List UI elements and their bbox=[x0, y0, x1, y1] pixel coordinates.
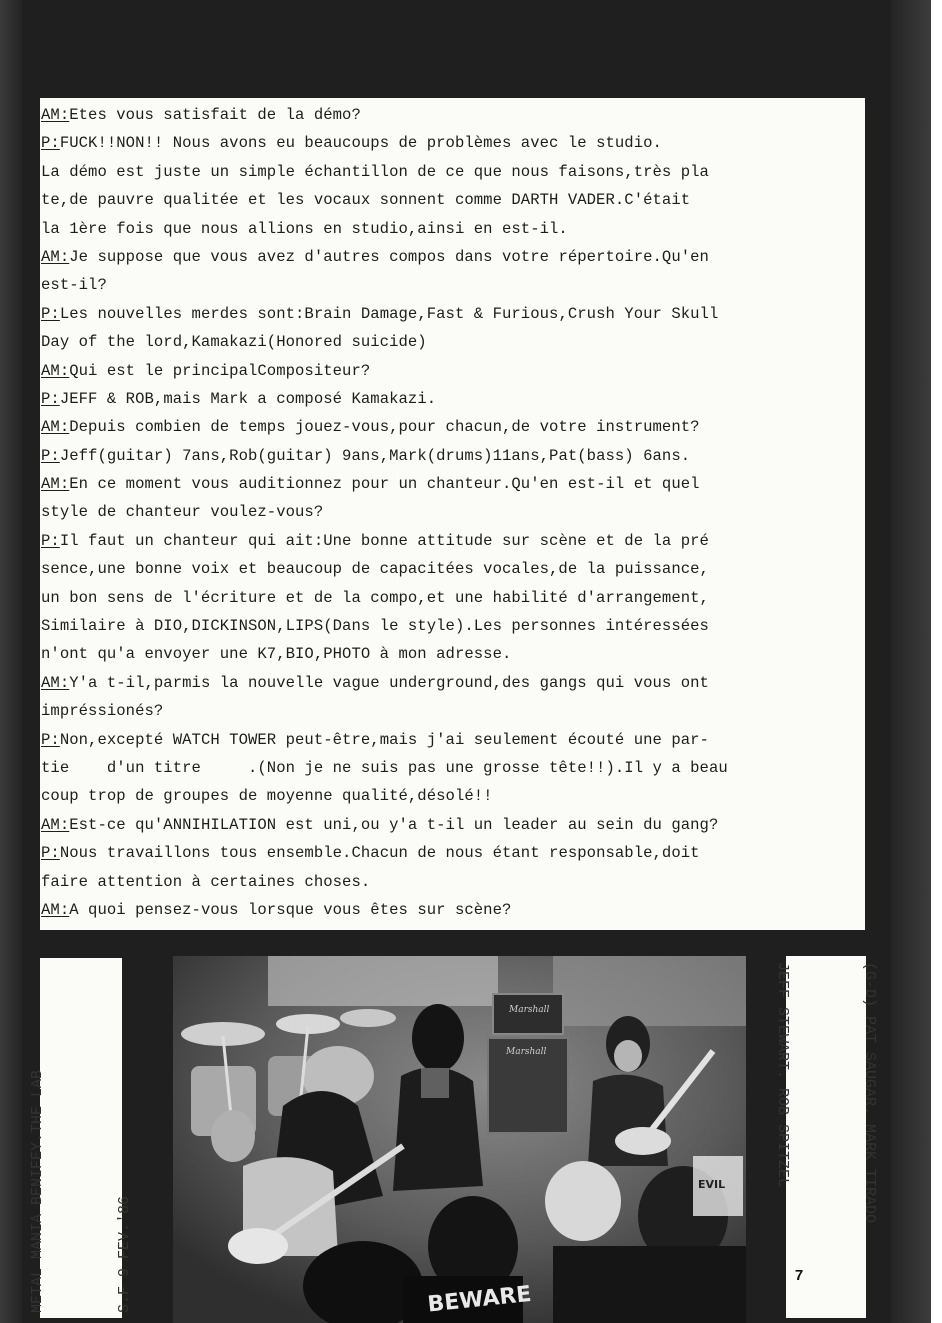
line-text: est-il? bbox=[41, 276, 107, 295]
line-text: tie d'un titre .(Non je ne suis pas une grosse tête!!).Il y a beau bbox=[41, 758, 728, 777]
speaker-label: P: bbox=[41, 531, 60, 550]
interview-line bbox=[40, 584, 865, 612]
amp-brand-top: Marshall bbox=[509, 1005, 550, 1015]
line-text: Est-ce qu'ANNIHILATION est uni,ou y'a t-il un leader au sein du gang? bbox=[69, 815, 719, 834]
interview-line bbox=[40, 555, 865, 583]
interview-line bbox=[40, 498, 865, 526]
interview-line bbox=[40, 839, 865, 867]
speaker-label: P: bbox=[41, 446, 60, 465]
interview-line bbox=[40, 215, 865, 243]
interview-line bbox=[40, 868, 865, 896]
speaker-label: AM: bbox=[41, 815, 70, 834]
left-photo-caption bbox=[29, 958, 133, 1318]
interview-line bbox=[40, 271, 865, 299]
speaker-label: P: bbox=[41, 730, 60, 749]
line-text: Y'a t-il,parmis la nouvelle vague underground,des gangs qui vous ont bbox=[69, 673, 709, 692]
interview-text-block bbox=[40, 98, 865, 930]
line-text: Je suppose que vous avez d'autres compos dans votre répertoire.Qu'en bbox=[69, 247, 709, 266]
line-text: Etes vous satisfait de la démo? bbox=[69, 106, 361, 124]
line-text: la 1ère fois que nous allions en studio,ainsi en est-il. bbox=[41, 219, 568, 238]
line-text: impréssionés? bbox=[41, 702, 164, 721]
interview-line bbox=[40, 357, 865, 385]
line-text: coup trop de groupes de moyenne qualité,désolé!! bbox=[41, 787, 493, 806]
line-text: sence,une bonne voix et beaucoup de capacitées vocales,de la puissance, bbox=[41, 560, 709, 579]
speaker-label: AM: bbox=[41, 247, 70, 266]
speaker-label: P: bbox=[41, 304, 60, 323]
line-text: En ce moment vous auditionnez pour un chanteur.Qu'en est-il et quel bbox=[69, 475, 700, 494]
caption-right-line-2: JEFF STEWART. ROB SPITZEL bbox=[774, 962, 791, 1188]
interview-line bbox=[40, 158, 865, 186]
interview-line bbox=[40, 640, 865, 668]
line-text: JEFF & ROB,mais Mark a composé Kamakazi. bbox=[59, 389, 437, 408]
line-text: Jeff(guitar) 7ans,Rob(guitar) 9ans,Mark(drums)11ans,Pat(bass) 6ans. bbox=[59, 446, 691, 465]
line-text: La démo est juste un simple échantillon de ce que nous faisons,très pla bbox=[41, 162, 709, 181]
interview-line bbox=[40, 811, 865, 839]
interview-line bbox=[40, 442, 865, 470]
speaker-label: AM: bbox=[41, 418, 70, 437]
line-text: Il faut un chanteur qui ait:Une bonne attitude sur scène et de la pré bbox=[59, 531, 709, 550]
line-text: Depuis combien de temps jouez-vous,pour chacun,de votre instrument? bbox=[69, 418, 700, 437]
speaker-label: P: bbox=[41, 134, 60, 153]
interview-line bbox=[40, 300, 865, 328]
caption-left-line-1: METAL MANIA BENIFEY.THE LAB bbox=[29, 1069, 46, 1313]
speaker-label: AM: bbox=[41, 673, 70, 692]
speaker-label: AM: bbox=[41, 361, 70, 380]
line-text: Day of the lord,Kamakazi(Honored suicide) bbox=[41, 333, 427, 352]
caption-right-line-1: (G-D) PAT SAUGAR. MARK TIRADO bbox=[861, 962, 878, 1224]
line-text: Non,excepté WATCH TOWER peut-être,mais j'ai seulement écouté une par- bbox=[59, 730, 709, 749]
line-text: Similaire à DIO,DICKINSON,LIPS(Dans le style).Les personnes intéressées bbox=[41, 617, 709, 636]
interview-line bbox=[40, 243, 865, 271]
interview-line bbox=[40, 186, 865, 214]
speaker-label: P: bbox=[41, 389, 60, 408]
line-text: FUCK!!NON!! Nous avons eu beaucoups de problèmes avec le studio. bbox=[59, 134, 662, 153]
interview-line bbox=[40, 527, 865, 555]
line-text: un bon sens de l'écriture et de la compo,et une habilité d'arrangement, bbox=[41, 588, 709, 607]
interview-lines bbox=[40, 101, 865, 924]
line-text: te,de pauvre qualitée et les vocaux sonnent comme DARTH VADER.C'était bbox=[41, 191, 691, 210]
concert-photo-illustration bbox=[173, 956, 746, 1323]
interview-line bbox=[40, 754, 865, 782]
interview-line bbox=[40, 129, 865, 157]
interview-line bbox=[40, 385, 865, 413]
line-text: n'ont qu'a envoyer une K7,BIO,PHOTO à mon adresse. bbox=[41, 645, 512, 664]
speaker-label: AM: bbox=[41, 900, 70, 919]
amp-brand-bottom: Marshall bbox=[506, 1047, 547, 1057]
interview-line bbox=[40, 896, 865, 924]
interview-line bbox=[40, 328, 865, 356]
line-text: faire attention à certaines choses. bbox=[41, 872, 371, 891]
amplifier-stack bbox=[488, 994, 568, 1133]
interview-line bbox=[40, 101, 865, 129]
concert-photo bbox=[173, 956, 746, 1323]
interview-line bbox=[40, 669, 865, 697]
caption-left-line-2: S.F 9 FEV.'86 bbox=[116, 1195, 133, 1313]
speaker-label: AM: bbox=[41, 475, 70, 494]
line-text: style de chanteur voulez-vous? bbox=[41, 503, 324, 522]
line-text: Qui est le principalCompositeur? bbox=[69, 361, 371, 380]
speaker-label: AM: bbox=[41, 106, 70, 124]
shirt-text-evil: EVIL bbox=[698, 1178, 726, 1191]
shirt-text-beware: BEWARE bbox=[426, 1281, 533, 1318]
interview-line bbox=[40, 782, 865, 810]
interview-line bbox=[40, 726, 865, 754]
interview-line bbox=[40, 470, 865, 498]
page-number: 7 bbox=[790, 1264, 808, 1288]
line-text: Nous travaillons tous ensemble.Chacun de nous étant responsable,doit bbox=[59, 844, 700, 863]
interview-line bbox=[40, 697, 865, 725]
line-text: Les nouvelles merdes sont:Brain Damage,Fast & Furious,Crush Your Skull bbox=[59, 304, 719, 323]
line-text: A quoi pensez-vous lorsque vous êtes sur scène? bbox=[69, 900, 512, 919]
interview-line bbox=[40, 413, 865, 441]
speaker-label: P: bbox=[41, 844, 60, 863]
interview-line bbox=[40, 612, 865, 640]
